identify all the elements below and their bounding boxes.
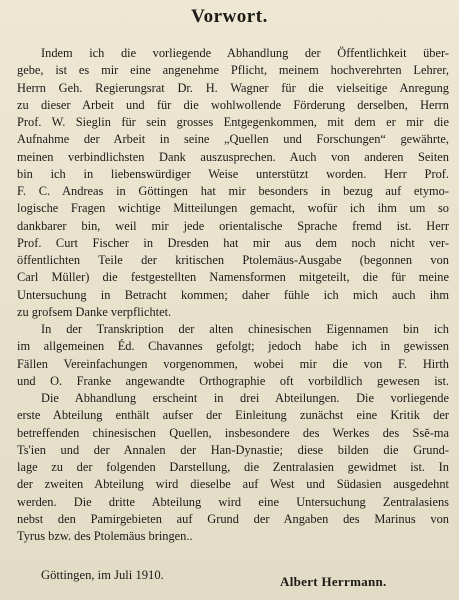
text-line: bin ich in liebenswürdiger Weise unterstützt worden. Herr Prof.: [17, 166, 449, 181]
place-date: Göttingen, im Juli 1910.: [41, 568, 164, 582]
text-line: F. C. Andreas in Göttingen hat mir besonders in bezug auf etymo-: [17, 184, 449, 198]
author-signature: Albert Herrmann.: [280, 574, 387, 589]
text-line: Die Abhandlung erscheint in drei Abteilungen. Die vorliegende: [41, 391, 449, 405]
text-line: lage zu der folgenden Darstellung, die Zentralasien gewidmet ist. In: [17, 460, 449, 474]
text-line: werden. Die dritte Abteilung wird eine Untersuchung Zentralasiens: [17, 494, 449, 509]
text-line: erste Abteilung enthält aufser der Einleitung zunächst eine Kritik der: [17, 408, 449, 423]
text-line: der zweiten Abteilung wird dieselbe auf West und Südasien ausgedehnt: [17, 477, 449, 492]
text-line: öffentlichten Teile der kritischen Ptolemäus-Ausgabe (begonnen von: [17, 253, 449, 267]
text-line: Fällen Vereinfachungen vorgenommen, wobei mir die von F. Hirth: [17, 356, 449, 371]
text-line: Carl Müller) die festgestellten Namensformen mitgeteilt, die für meine: [17, 270, 449, 285]
text-line: gebe, ist es mir eine angenehme Pflicht, meinem hochverehrten Lehrer,: [17, 63, 449, 78]
text-line: zu grofsem Danke verpflichtet.: [17, 304, 172, 319]
text-line: meinen verbindlichsten Dank auszusprechen. Auch von anderen Seiten: [17, 149, 449, 164]
text-line: Untersuchung in Betracht kommen; daher fühle ich mich auch ihm: [17, 287, 449, 302]
text-line: Prof. W. Sieglin für sein grosses Entgegenkommen, mit dem er mir die: [17, 115, 449, 129]
text-line: Aufnahme der Arbeit in seine „Quellen und Forschungen“ gewährte,: [17, 132, 449, 147]
text-line: Prof. Curt Fischer in Dresden hat mir aus dem noch nicht ver-: [17, 235, 449, 250]
text-line: dankbarer bin, weil mir jede orientalische Sprache fremd ist. Herr: [17, 218, 449, 233]
text-line: Indem ich die vorliegende Abhandlung der Öffentlichkeit über-: [41, 46, 449, 60]
text-line: im allgemeinen Éd. Chavannes gefolgt; jedoch habe ich in gewissen: [17, 339, 449, 354]
text-line: Tyrus bzw. des Ptolemäus bringen..: [17, 529, 193, 543]
text-line: nebst den Pamirgebieten auf Grund der Angaben des Marinus von: [17, 511, 449, 526]
text-line: betreffenden chinesischen Quellen, insbesondere des Werkes des Ssĕ-ma: [17, 425, 449, 440]
text-line: zu dieser Arbeit und für die wohlwollende Förderung derselben, Herrn: [17, 97, 449, 112]
text-line: Herrn Geh. Regierungsrat Dr. H. Wagner für die vielseitige Anregung: [17, 80, 449, 95]
preface-text: [17, 45, 449, 545]
page-title: Vorwort.: [191, 6, 268, 27]
text-line: Ts'ien und der Annalen der Han-Dynastie; diese bilden die Grund-: [17, 442, 449, 457]
text-line: und O. Franke angewandte Orthographie oft vorbildlich gewesen ist.: [17, 373, 449, 388]
text-line: In der Transkription der alten chinesischen Eigennamen bin ich: [41, 322, 449, 336]
text-line: logische Fragen wichtige Mitteilungen gemacht, wofür ich ihm um so: [17, 201, 449, 216]
